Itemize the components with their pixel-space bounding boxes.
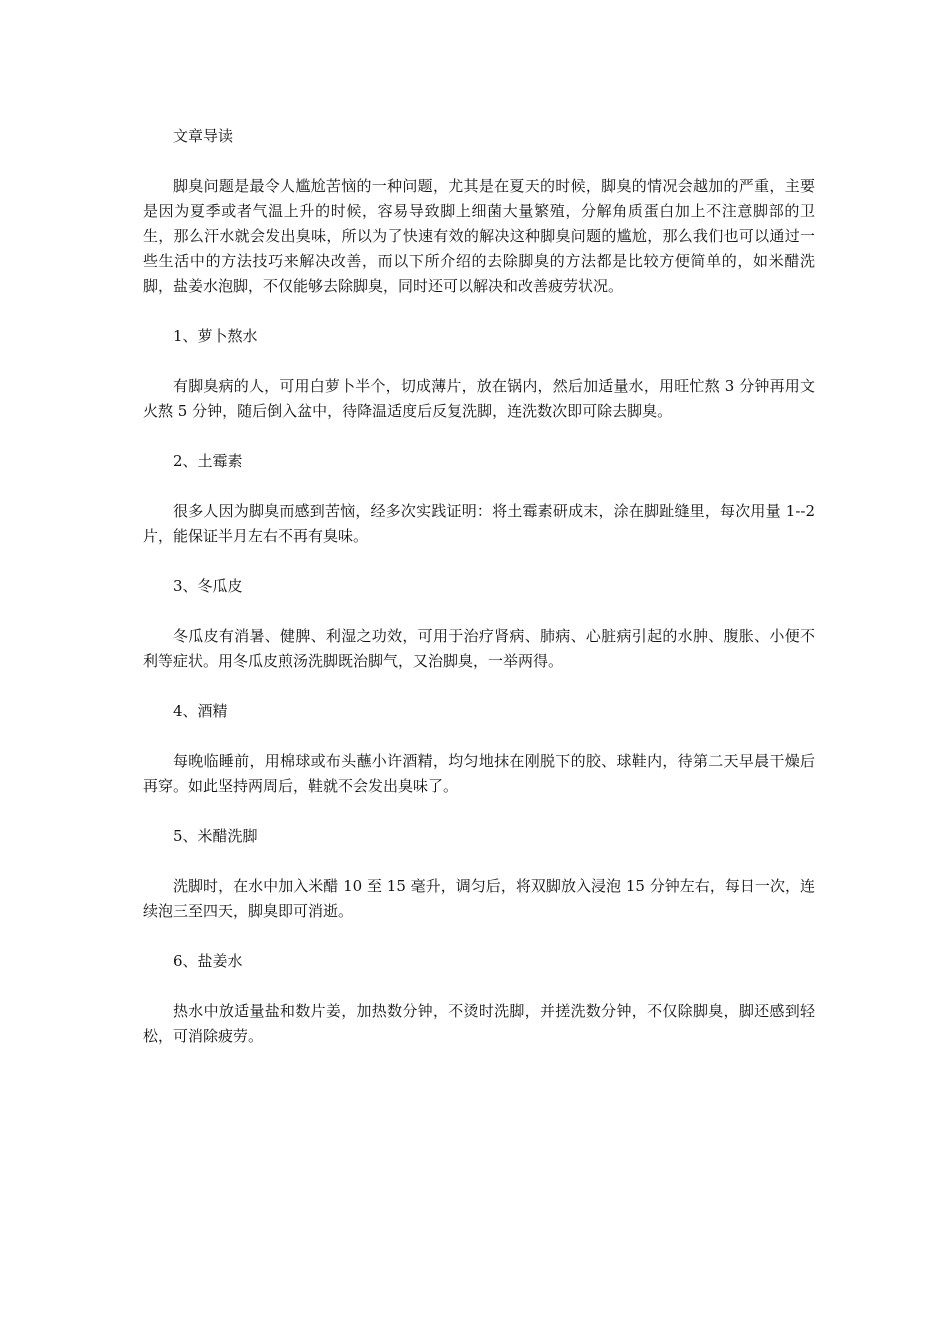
section-body-4: 每晚临睡前，用棉球或布头蘸小许酒精，均匀地抹在刚脱下的胶、球鞋内，待第二天早晨干燥后再穿。如此坚持两周后，鞋就不会发出臭味了。 [143, 752, 815, 795]
section-body-5: 洗脚时，在水中加入米醋 10 至 15 毫升，调匀后，将双脚放入浸泡 15 分钟左右，每日一次，连续泡三至四天，脚臭即可消逝。 [143, 877, 815, 920]
spacer [143, 299, 815, 324]
spacer [143, 849, 815, 874]
spacer [143, 474, 815, 499]
section-heading-5: 5、米醋洗脚 [173, 827, 258, 845]
spacer [143, 924, 815, 949]
section-body-6: 热水中放适量盐和数片姜，加热数分钟，不烫时洗脚，并搓洗数分钟，不仅除脚臭，脚还感到轻松，可消除疲劳。 [143, 1002, 815, 1045]
spacer [143, 724, 815, 749]
section-body-3: 冬瓜皮有消暑、健脾、利湿之功效，可用于治疗肾病、肺病、心脏病引起的水肿、腹胀、小便不利等症状。用冬瓜皮煎汤洗脚既治脚气，又治脚臭，一举两得。 [143, 627, 815, 670]
section-heading-1: 1、萝卜熬水 [173, 327, 258, 345]
document-page [143, 124, 815, 1049]
spacer [143, 974, 815, 999]
section-heading-6: 6、盐姜水 [173, 952, 243, 970]
spacer [143, 674, 815, 699]
spacer [143, 349, 815, 374]
section-heading-2: 2、土霉素 [173, 452, 243, 470]
spacer [143, 149, 815, 174]
section-heading-4: 4、酒精 [173, 702, 228, 720]
spacer [143, 599, 815, 624]
article-intro-title: 文章导读 [173, 127, 234, 145]
spacer [143, 549, 815, 574]
section-body-1: 有脚臭病的人，可用白萝卜半个，切成薄片，放在锅内，然后加适量水，用旺忙熬 3 分钟再用文火熬 5 分钟，随后倒入盆中，待降温适度后反复洗脚，连洗数次即可除去脚臭。 [143, 377, 815, 420]
spacer [143, 799, 815, 824]
section-body-2: 很多人因为脚臭而感到苦恼，经多次实践证明：将土霉素研成末，涂在脚趾缝里，每次用量 1--2 片，能保证半月左右不再有臭味。 [143, 502, 815, 545]
article-intro-paragraph: 脚臭问题是最令人尴尬苦恼的一种问题，尤其是在夏天的时候，脚臭的情况会越加的严重，主要是因为夏季或者气温上升的时候，容易导致脚上细菌大量繁殖，分解角质蛋白加上不注意脚部的卫生，那么汗水就会发出臭味，所以为了快速有效的解决这种脚臭问题的尴尬，那么我们也可以通过一些生活中的方法技巧来解决改善，而以下所介绍的去除脚臭的方法都是比较方便简单的，如米醋洗脚，盐姜水泡脚，不仅能够去除脚臭，同时还可以解决和改善疲劳状况。 [143, 177, 815, 295]
section-heading-3: 3、冬瓜皮 [173, 577, 243, 595]
spacer [143, 424, 815, 449]
